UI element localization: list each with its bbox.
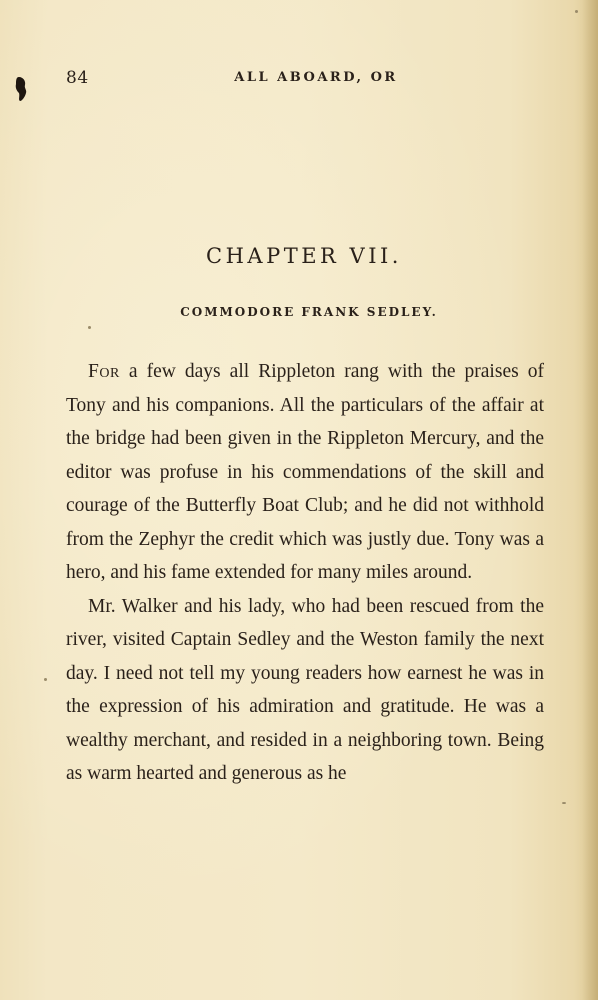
page-edge-shadow (582, 0, 598, 1000)
paragraph-text: a few days all Rippleton rang with the praises of Tony and his companions. All the particulars of the affair at the bridge had been given in the Rippleton Mercury, and the editor was profuse in his commendations of the skill and courage of the Butterfly Boat Club; and he did not withhold from the Zephyr the credit which was justly due. Tony was a hero, and his fame extended for many miles around. (66, 361, 544, 583)
paragraph-lead: For (88, 361, 120, 382)
chapter-subtitle: COMMODORE FRANK SEDLEY. (180, 305, 438, 319)
paper-speck (575, 10, 578, 13)
paper-speck (88, 326, 91, 329)
paragraph-1 (66, 355, 544, 590)
chapter-title: CHAPTER VII. (206, 244, 402, 268)
paper-speck (44, 678, 47, 681)
paper-speck (562, 802, 566, 804)
page-number: 84 (66, 68, 89, 88)
body-text (66, 355, 544, 791)
page-header (66, 68, 546, 92)
ink-mark-icon (14, 76, 28, 102)
paragraph-text: Mr. Walker and his lady, who had been rescued from the river, visited Captain Sedley and the Weston family the next day. I need not tell my young readers how earnest he was in the expression of his admiration and gratitude. He was a wealthy merchant, and resided in a neighboring town. Being as warm hearted and generous as he (66, 595, 544, 784)
paragraph-2 (66, 590, 544, 791)
running-head: ALL ABOARD, OR (234, 70, 398, 85)
